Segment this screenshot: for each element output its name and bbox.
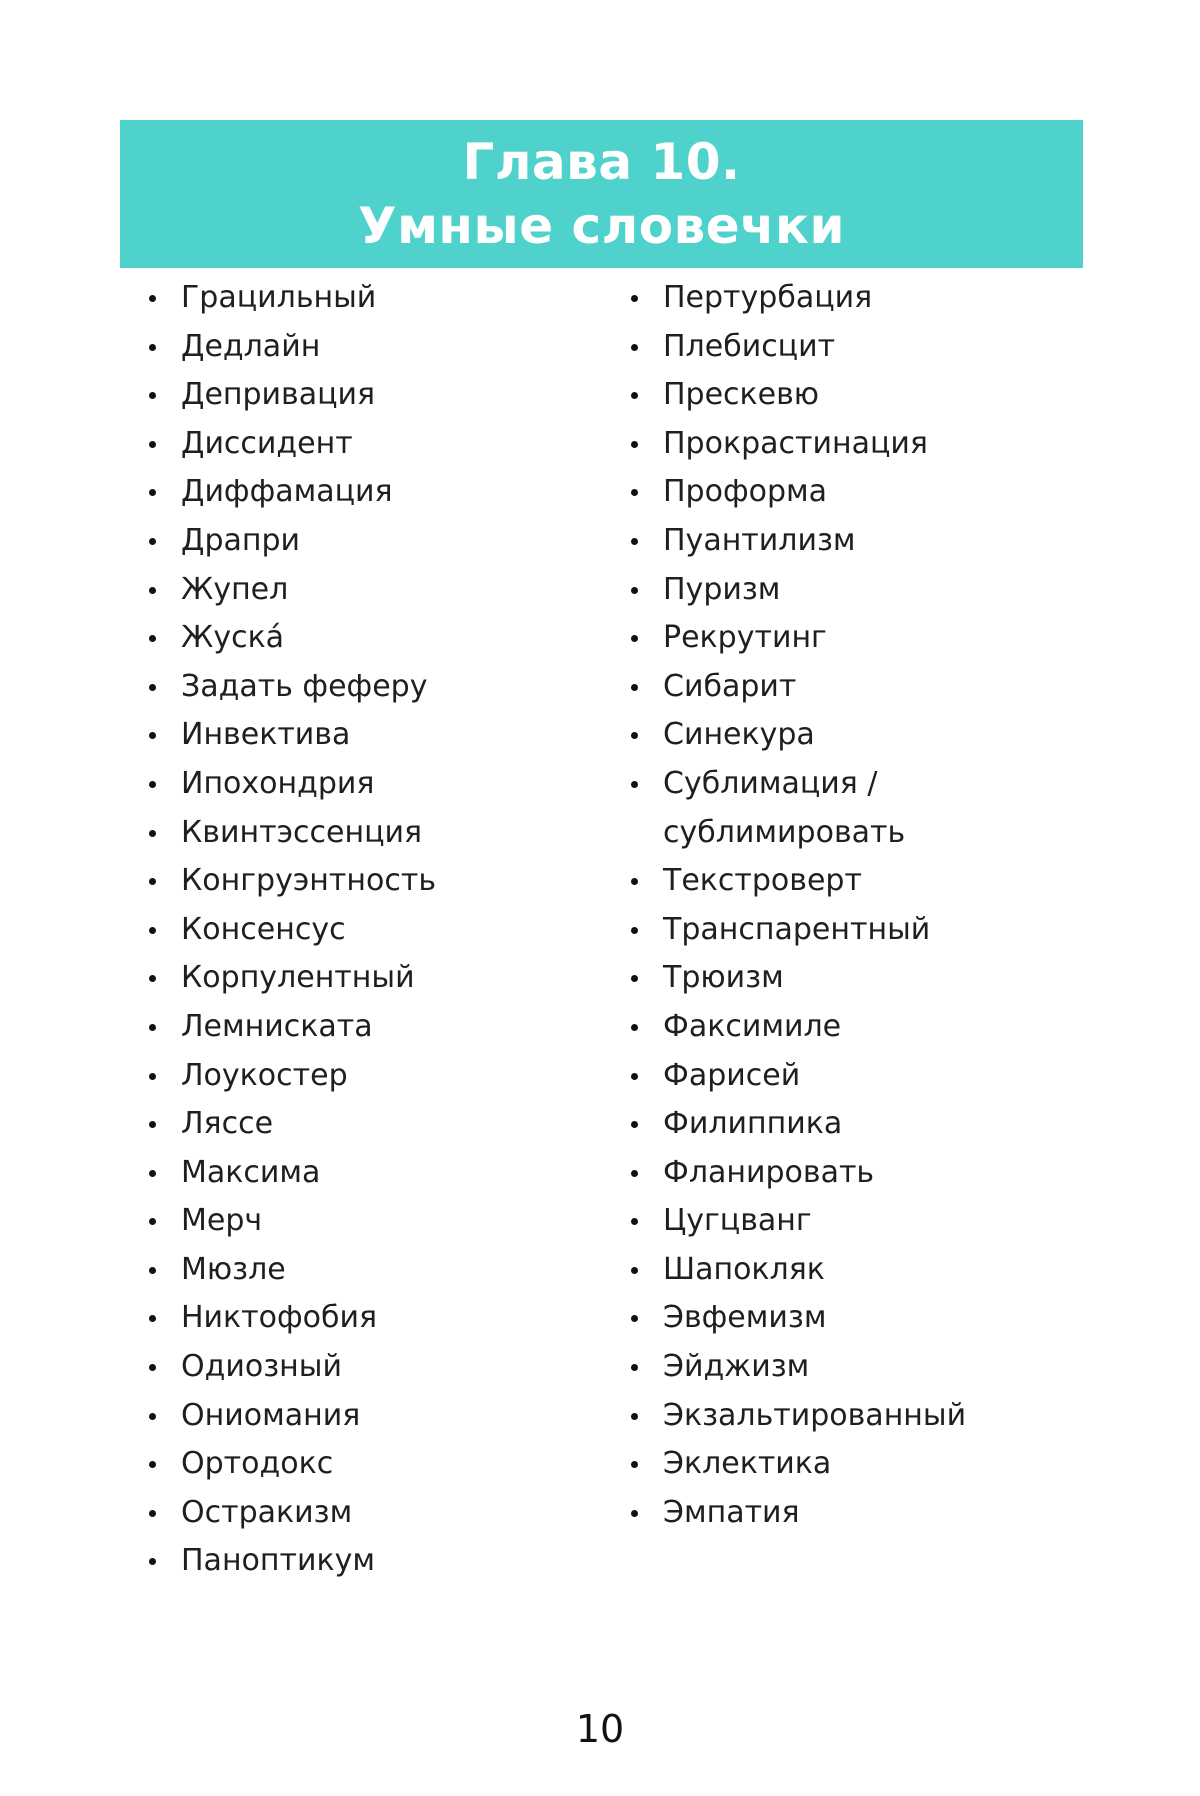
list-item	[627, 371, 1087, 420]
list-item	[627, 614, 1087, 663]
list-item	[145, 420, 605, 469]
bullet-icon	[631, 1364, 638, 1371]
list-item	[627, 1197, 1087, 1246]
bullet-icon	[631, 1218, 638, 1225]
list-item	[145, 711, 605, 760]
list-item-text: Паноптикум	[181, 1543, 376, 1579]
list-item-line: сублимировать	[663, 814, 906, 850]
list-item	[627, 566, 1087, 615]
bullet-icon	[149, 295, 156, 302]
list-item-line: Транспарентный	[663, 911, 931, 947]
list-item-text	[663, 1343, 1087, 1392]
list-item	[627, 906, 1087, 955]
list-item	[145, 517, 605, 566]
list-item	[627, 517, 1087, 566]
list-item	[145, 371, 605, 420]
list-item-text: Инвектива	[181, 717, 351, 753]
bullet-icon	[631, 295, 638, 302]
chapter-banner	[120, 120, 1083, 268]
list-item	[145, 1294, 605, 1343]
list-item	[145, 760, 605, 809]
bullet-icon	[631, 441, 638, 448]
list-item-text: Ортодокс	[181, 1446, 334, 1482]
word-list-left	[145, 274, 605, 1586]
bullet-icon	[149, 975, 156, 982]
bullet-icon	[149, 1218, 156, 1225]
list-item-text: Диссидент	[181, 425, 353, 461]
list-item-text: Консенсус	[181, 911, 346, 947]
list-item-text	[663, 760, 1087, 857]
list-item	[145, 857, 605, 906]
bullet-icon	[631, 927, 638, 934]
list-item	[145, 1052, 605, 1101]
list-item-line: Эвфемизм	[663, 1300, 827, 1336]
list-item	[145, 323, 605, 372]
list-item	[145, 1440, 605, 1489]
bullet-icon	[631, 781, 638, 788]
list-item-line: Пуризм	[663, 571, 781, 607]
bullet-icon	[149, 635, 156, 642]
list-item	[145, 1489, 605, 1538]
list-item	[627, 1003, 1087, 1052]
list-item	[145, 1343, 605, 1392]
list-item	[145, 1003, 605, 1052]
bullet-icon	[149, 1510, 156, 1517]
bullet-icon	[631, 392, 638, 399]
bullet-icon	[149, 878, 156, 885]
list-item-text: Конгруэнтность	[181, 863, 436, 899]
list-item	[145, 274, 605, 323]
bullet-icon	[149, 441, 156, 448]
list-item	[145, 1100, 605, 1149]
list-item	[145, 663, 605, 712]
word-list-right	[627, 274, 1087, 1537]
list-item-text: Ипохондрия	[181, 765, 375, 801]
list-item	[627, 1149, 1087, 1198]
list-item-text	[663, 274, 1087, 323]
bullet-icon	[149, 684, 156, 691]
list-item-line: Плебисцит	[663, 328, 836, 364]
list-item	[145, 809, 605, 858]
list-item	[627, 711, 1087, 760]
list-item-line: Филиппика	[663, 1106, 843, 1142]
list-item-line: Сибарит	[663, 668, 797, 704]
list-item	[627, 1294, 1087, 1343]
list-item	[627, 1343, 1087, 1392]
list-item	[145, 906, 605, 955]
bullet-icon	[149, 1170, 156, 1177]
list-item-line: Эйджизм	[663, 1349, 810, 1385]
list-item-line: Экзальтированный	[663, 1397, 967, 1433]
list-item-line: Прокрастинация	[663, 425, 928, 461]
bullet-icon	[149, 538, 156, 545]
list-item	[627, 468, 1087, 517]
list-item	[627, 420, 1087, 469]
list-item-line: Трюизм	[663, 960, 784, 996]
list-item	[627, 1392, 1087, 1441]
list-item	[145, 468, 605, 517]
list-item-line: Факсимиле	[663, 1008, 842, 1044]
list-item-line: Сублимация /	[663, 765, 878, 801]
list-item-text	[663, 614, 1087, 663]
list-item	[627, 323, 1087, 372]
list-item-text: Одиозный	[181, 1349, 342, 1385]
list-item-text: Мерч	[181, 1203, 263, 1239]
list-item-line: Шапокляк	[663, 1251, 825, 1287]
bullet-icon	[149, 830, 156, 837]
list-item-line: Фарисей	[663, 1057, 801, 1093]
list-item-line: Фланировать	[663, 1154, 875, 1190]
list-item-text	[663, 1440, 1087, 1489]
list-item-line: Рекрутинг	[663, 620, 827, 656]
list-item-text	[663, 371, 1087, 420]
list-item-text	[663, 663, 1087, 712]
list-item	[627, 274, 1087, 323]
list-item	[627, 1100, 1087, 1149]
list-item-text: Мюзле	[181, 1251, 286, 1287]
list-item-text: Корпулентный	[181, 960, 415, 996]
list-item-text	[663, 857, 1087, 906]
bullet-icon	[149, 1413, 156, 1420]
list-item-text: Драпри	[181, 522, 301, 558]
list-item-text	[663, 323, 1087, 372]
bullet-icon	[149, 781, 156, 788]
bullet-icon	[631, 635, 638, 642]
list-item	[627, 1052, 1087, 1101]
bullet-icon	[149, 927, 156, 934]
bullet-icon	[631, 975, 638, 982]
bullet-icon	[631, 684, 638, 691]
list-item-text: Жускá	[181, 620, 285, 656]
list-item-text	[663, 954, 1087, 1003]
list-item-line: Пертурбация	[663, 280, 873, 315]
list-item-line: Эклектика	[663, 1446, 832, 1482]
bullet-icon	[631, 1315, 638, 1322]
bullet-icon	[631, 538, 638, 545]
list-item-text: Задать феферу	[181, 668, 428, 704]
bullet-icon	[149, 392, 156, 399]
list-item-text	[663, 1003, 1087, 1052]
list-item-line: Проформа	[663, 474, 828, 510]
list-item-text	[663, 420, 1087, 469]
bullet-icon	[149, 344, 156, 351]
bullet-icon	[631, 878, 638, 885]
bullet-icon	[149, 1024, 156, 1031]
list-item	[627, 857, 1087, 906]
list-item-line: Прескевю	[663, 377, 820, 413]
bullet-icon	[149, 732, 156, 739]
bullet-icon	[631, 1461, 638, 1468]
list-item	[627, 1246, 1087, 1295]
list-item	[627, 663, 1087, 712]
bullet-icon	[149, 587, 156, 594]
list-item-text	[663, 566, 1087, 615]
list-item	[145, 1537, 605, 1586]
bullet-icon	[631, 732, 638, 739]
list-item-line: Пуантилизм	[663, 522, 856, 558]
bullet-icon	[631, 1413, 638, 1420]
bullet-icon	[631, 1170, 638, 1177]
list-item-line: Эмпатия	[663, 1494, 800, 1530]
list-item	[145, 954, 605, 1003]
list-item-text	[663, 1197, 1087, 1246]
list-item-text	[663, 1392, 1087, 1441]
list-item-text	[663, 468, 1087, 517]
bullet-icon	[631, 1024, 638, 1031]
bullet-icon	[149, 489, 156, 496]
bullet-icon	[149, 1315, 156, 1322]
list-item-text	[663, 517, 1087, 566]
list-item-text: Квинтэссенция	[181, 814, 423, 850]
chapter-title: Умные словечки	[358, 197, 845, 255]
list-item-text	[663, 1052, 1087, 1101]
bullet-icon	[149, 1364, 156, 1371]
list-item	[145, 1197, 605, 1246]
list-item	[627, 954, 1087, 1003]
list-item-text: Диффамация	[181, 474, 393, 510]
list-item-text: Лоукостер	[181, 1057, 348, 1093]
list-item	[145, 566, 605, 615]
bullet-icon	[631, 1073, 638, 1080]
page-number: 10	[575, 1707, 625, 1751]
list-item-text: Грацильный	[181, 280, 377, 315]
list-item-text	[663, 1246, 1087, 1295]
list-item-text	[663, 1100, 1087, 1149]
bullet-icon	[149, 1461, 156, 1468]
bullet-icon	[149, 1558, 156, 1565]
list-item-text	[663, 1294, 1087, 1343]
list-item-text: Жупел	[181, 571, 289, 607]
list-item-text	[663, 711, 1087, 760]
chapter-heading: Глава 10.	[462, 133, 741, 191]
list-item-text: Максима	[181, 1154, 321, 1190]
list-item-text	[663, 1149, 1087, 1198]
list-item	[627, 760, 1087, 857]
bullet-icon	[631, 344, 638, 351]
bullet-icon	[631, 587, 638, 594]
list-item	[145, 1246, 605, 1295]
bullet-icon	[149, 1121, 156, 1128]
bullet-icon	[149, 1267, 156, 1274]
bullet-icon	[631, 489, 638, 496]
list-item-text: Депривация	[181, 377, 376, 413]
list-item-line: Текстроверт	[663, 863, 862, 899]
list-item-text: Ляссе	[181, 1106, 274, 1142]
list-item-line: Синекура	[663, 717, 815, 753]
list-item	[627, 1440, 1087, 1489]
list-item	[145, 1392, 605, 1441]
list-item	[627, 1489, 1087, 1538]
list-item-text: Никтофобия	[181, 1300, 378, 1336]
bullet-icon	[149, 1073, 156, 1080]
list-item	[145, 614, 605, 663]
list-item-line: Цугцванг	[663, 1203, 812, 1239]
list-item-text: Лемниската	[181, 1008, 373, 1044]
bullet-icon	[631, 1267, 638, 1274]
list-item-text	[663, 906, 1087, 955]
list-item	[145, 1149, 605, 1198]
list-item-text: Дедлайн	[181, 328, 321, 364]
bullet-icon	[631, 1510, 638, 1517]
list-item-text	[663, 1489, 1087, 1538]
bullet-icon	[631, 1121, 638, 1128]
list-item-text: Ониомания	[181, 1397, 361, 1433]
list-item-text: Остракизм	[181, 1494, 353, 1530]
